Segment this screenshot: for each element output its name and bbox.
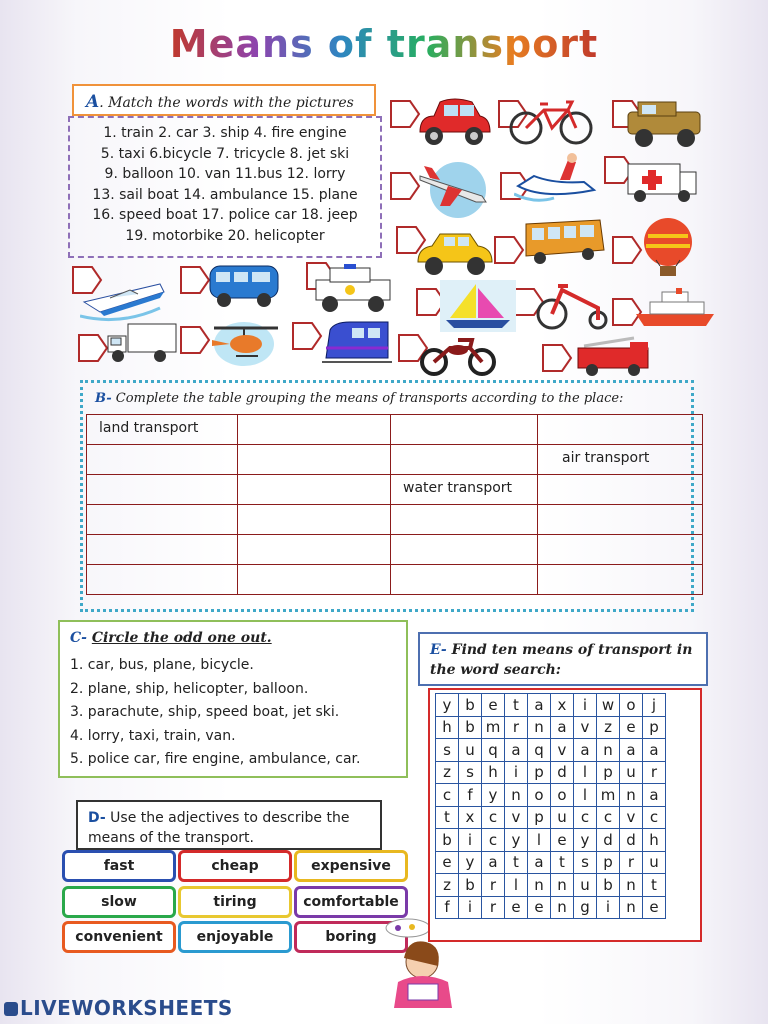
table-cell[interactable] <box>87 535 238 565</box>
fire-engine-picture <box>574 334 654 378</box>
word-search-cell[interactable]: z <box>436 874 459 897</box>
word-search-cell[interactable]: n <box>505 784 528 807</box>
word-search-cell[interactable]: m <box>597 784 620 807</box>
answer-tag-fire-engine[interactable] <box>543 345 571 371</box>
word-search-cell[interactable]: h <box>436 716 459 739</box>
word-search-cell[interactable]: z <box>436 761 459 784</box>
table-cell[interactable] <box>87 475 238 505</box>
plane-picture <box>412 156 494 218</box>
word-search-cell[interactable]: y <box>459 851 482 874</box>
list-item[interactable]: 3. parachute, ship, speed boat, jet ski. <box>70 704 340 720</box>
word-search-cell[interactable]: c <box>482 806 505 829</box>
adjective-card-slow[interactable]: slow <box>62 886 176 918</box>
word-search-row <box>436 896 666 919</box>
word-search-cell[interactable]: p <box>597 851 620 874</box>
section-a-letter: A <box>86 92 100 112</box>
section-c-instruction: Circle the odd one out. <box>91 630 272 646</box>
word-search-cell[interactable]: e <box>643 896 666 919</box>
footer-brand <box>4 996 233 1020</box>
sailboat-picture <box>440 280 516 332</box>
van-picture <box>206 262 282 312</box>
word-search-cell[interactable]: h <box>643 829 666 852</box>
word-search-cell[interactable]: t <box>505 851 528 874</box>
word-search-cell[interactable]: n <box>620 896 643 919</box>
bus-picture <box>520 216 608 266</box>
word-search-cell[interactable]: s <box>436 739 459 762</box>
ambulance-picture <box>624 158 700 204</box>
word-search-cell[interactable]: r <box>482 874 505 897</box>
word-search-cell[interactable]: o <box>528 784 551 807</box>
word-search-cell[interactable]: f <box>459 784 482 807</box>
word-search-cell[interactable]: a <box>643 739 666 762</box>
answer-tag-lorry[interactable] <box>79 335 107 361</box>
title-text: Means of transport <box>169 22 599 66</box>
word-search-cell[interactable]: t <box>436 806 459 829</box>
word-search-cell[interactable]: u <box>459 739 482 762</box>
word-search-cell[interactable]: i <box>459 896 482 919</box>
word-search-row <box>436 829 666 852</box>
brand-logo-icon <box>4 1002 18 1016</box>
word-search-cell[interactable]: s <box>574 851 597 874</box>
word-search-table <box>435 693 666 919</box>
word-search-cell[interactable]: q <box>528 739 551 762</box>
word-search-cell[interactable]: n <box>620 874 643 897</box>
word-search-cell[interactable]: w <box>597 694 620 717</box>
table-cell[interactable] <box>391 505 538 535</box>
word-search-cell[interactable]: g <box>574 896 597 919</box>
word-search-cell[interactable]: t <box>551 851 574 874</box>
answer-tag-train[interactable] <box>293 323 321 349</box>
word-search-cell[interactable]: l <box>528 829 551 852</box>
word-search-cell[interactable]: h <box>482 761 505 784</box>
table-row <box>87 505 703 535</box>
table-cell[interactable] <box>391 565 538 595</box>
word-search-row <box>436 694 666 717</box>
word-search-cell[interactable]: y <box>505 829 528 852</box>
table-cell[interactable] <box>238 535 391 565</box>
word-search-cell[interactable]: o <box>551 784 574 807</box>
ship-picture <box>632 288 718 330</box>
word-search-cell[interactable]: f <box>436 896 459 919</box>
word-search-cell[interactable]: j <box>643 694 666 717</box>
word-search-cell[interactable]: u <box>620 761 643 784</box>
table-cell[interactable] <box>87 565 238 595</box>
lorry-picture <box>104 320 180 368</box>
word-search-cell[interactable]: b <box>436 829 459 852</box>
word-search-cell[interactable]: d <box>620 829 643 852</box>
adjective-card-comfortable[interactable]: comfortable <box>294 886 408 918</box>
word-search-cell[interactable]: m <box>482 716 505 739</box>
word-search-cell[interactable]: n <box>528 716 551 739</box>
section-b-instruction: Complete the table grouping the means of transports according to the place: <box>111 391 624 406</box>
word-list-line: 1. train 2. car 3. ship 4. fire engine <box>103 125 347 141</box>
word-search-cell[interactable]: a <box>643 784 666 807</box>
word-search-cell[interactable]: c <box>482 829 505 852</box>
section-d-letter: D- <box>88 810 106 826</box>
word-search-cell[interactable]: e <box>551 829 574 852</box>
table-cell[interactable] <box>87 445 238 475</box>
word-search-row <box>436 761 666 784</box>
list-item[interactable]: 5. police car, fire engine, ambulance, car. <box>70 751 361 767</box>
section-c-header <box>70 630 272 646</box>
word-search-cell[interactable]: c <box>643 806 666 829</box>
word-list-line: 13. sail boat 14. ambulance 15. plane <box>92 186 358 203</box>
bicycle-picture <box>508 94 594 146</box>
word-search-cell[interactable]: b <box>459 874 482 897</box>
table-cell[interactable] <box>238 505 391 535</box>
word-search-cell[interactable]: r <box>505 716 528 739</box>
word-list-line: 16. speed boat 17. police car 18. jeep <box>92 207 358 223</box>
adjective-card-convenient[interactable]: convenient <box>62 921 176 953</box>
section-e-header <box>418 632 708 686</box>
answer-tag-van[interactable] <box>181 267 209 293</box>
word-search-cell[interactable]: d <box>597 829 620 852</box>
list-item[interactable]: 2. plane, ship, helicopter, balloon. <box>70 680 309 697</box>
table-row <box>87 475 703 505</box>
table-cell[interactable] <box>391 445 538 475</box>
table-row <box>87 535 703 565</box>
table-cell[interactable] <box>391 415 538 445</box>
adjective-card-cheap[interactable]: cheap <box>178 850 292 882</box>
jeep-picture <box>624 96 706 150</box>
word-search-cell[interactable]: b <box>597 874 620 897</box>
word-search-cell[interactable]: v <box>505 806 528 829</box>
speedboat-picture <box>80 268 168 324</box>
word-search-cell[interactable]: x <box>459 806 482 829</box>
word-search-row <box>436 874 666 897</box>
odd-one-out-list <box>70 654 360 772</box>
jet-ski-picture <box>514 150 598 206</box>
table-cell[interactable]: water transport <box>391 475 538 505</box>
word-search-cell[interactable]: v <box>551 739 574 762</box>
taxi-picture <box>414 226 496 280</box>
word-search-cell[interactable]: v <box>574 716 597 739</box>
word-search-cell[interactable]: a <box>620 739 643 762</box>
word-search-cell[interactable]: c <box>597 806 620 829</box>
answer-tag-bus[interactable] <box>495 237 523 263</box>
motorbike-picture <box>418 330 498 376</box>
adjective-card-expensive[interactable]: expensive <box>294 850 408 882</box>
word-search-cell[interactable]: n <box>528 874 551 897</box>
table-cell[interactable] <box>238 565 391 595</box>
word-list-line: 5. taxi 6.bicycle 7. tricycle 8. jet ski <box>100 145 350 162</box>
section-d-box <box>76 800 382 850</box>
table-row <box>87 445 703 475</box>
word-search-cell[interactable]: n <box>551 896 574 919</box>
table-cell[interactable] <box>538 565 703 595</box>
adjective-card-fast[interactable]: fast <box>62 850 176 882</box>
list-item[interactable]: 1. car, bus, plane, bicycle. <box>70 657 254 673</box>
word-search-cell[interactable]: a <box>528 694 551 717</box>
word-search-cell[interactable]: u <box>574 874 597 897</box>
word-search-cell[interactable]: e <box>620 716 643 739</box>
word-search-cell[interactable]: b <box>459 716 482 739</box>
word-search-cell[interactable]: l <box>574 784 597 807</box>
word-search-cell[interactable]: q <box>482 739 505 762</box>
section-e-instruction: Find ten means of transport in the word search: <box>430 642 693 678</box>
word-search-cell[interactable]: n <box>551 874 574 897</box>
word-search-cell[interactable]: p <box>528 761 551 784</box>
table-cell[interactable] <box>238 445 391 475</box>
table-row <box>87 565 703 595</box>
train-picture <box>320 318 394 366</box>
word-search-cell[interactable]: u <box>643 851 666 874</box>
section-c-box <box>58 620 408 778</box>
table-cell[interactable] <box>391 535 538 565</box>
word-search-cell[interactable]: x <box>551 694 574 717</box>
word-search-cell[interactable]: a <box>482 851 505 874</box>
balloon-picture <box>634 216 706 280</box>
word-search-cell[interactable]: u <box>551 806 574 829</box>
word-search-cell[interactable]: y <box>574 829 597 852</box>
word-search-row <box>436 784 666 807</box>
word-search-cell[interactable]: p <box>643 716 666 739</box>
table-row <box>87 415 703 445</box>
word-search-cell[interactable]: d <box>551 761 574 784</box>
word-search-row <box>436 716 666 739</box>
word-list-line: 9. balloon 10. van 11.bus 12. lorry <box>104 166 346 182</box>
grouping-table <box>86 414 703 595</box>
word-search-cell[interactable]: o <box>620 694 643 717</box>
table-cell[interactable] <box>538 475 703 505</box>
word-search-cell[interactable]: t <box>505 694 528 717</box>
car-picture <box>414 94 494 150</box>
table-cell[interactable] <box>538 415 703 445</box>
list-item[interactable]: 4. lorry, taxi, train, van. <box>70 727 236 744</box>
word-search-cell[interactable]: r <box>620 851 643 874</box>
word-search-cell[interactable]: p <box>597 761 620 784</box>
word-search-cell[interactable]: c <box>574 806 597 829</box>
tricycle-picture <box>532 278 612 332</box>
word-search-row <box>436 851 666 874</box>
section-e-letter: E- <box>430 642 447 658</box>
word-search-cell[interactable]: a <box>528 851 551 874</box>
table-cell[interactable] <box>87 505 238 535</box>
word-search-cell[interactable]: t <box>643 874 666 897</box>
word-search-cell[interactable]: c <box>436 784 459 807</box>
word-search-row <box>436 739 666 762</box>
word-search-cell[interactable]: y <box>482 784 505 807</box>
word-search-cell[interactable]: r <box>643 761 666 784</box>
word-search-cell[interactable]: b <box>459 694 482 717</box>
table-cell[interactable] <box>238 415 391 445</box>
adjective-card-enjoyable[interactable]: enjoyable <box>178 921 292 953</box>
word-search-cell[interactable]: n <box>597 739 620 762</box>
word-search-cell[interactable]: i <box>505 761 528 784</box>
word-search-cell[interactable]: p <box>528 806 551 829</box>
adjective-card-boring[interactable]: boring <box>294 921 408 953</box>
word-search-cell[interactable]: n <box>620 784 643 807</box>
table-cell[interactable] <box>238 475 391 505</box>
section-b-letter: B- <box>95 391 112 406</box>
section-c-letter: C- <box>70 630 87 646</box>
brand-name: LIVEWORKSHEETS <box>20 996 233 1020</box>
word-search-cell[interactable]: i <box>597 896 620 919</box>
word-search-cell[interactable]: y <box>436 694 459 717</box>
police-car-picture <box>308 262 396 316</box>
word-list-line: 19. motorbike 20. helicopter <box>125 227 325 244</box>
adjective-card-tiring[interactable]: tiring <box>178 886 292 918</box>
word-search-cell[interactable]: l <box>505 874 528 897</box>
word-search-cell[interactable]: e <box>505 896 528 919</box>
word-search-cell[interactable]: r <box>482 896 505 919</box>
word-search-cell[interactable]: e <box>482 694 505 717</box>
section-a-instruction: . Match the words with the pictures <box>99 95 354 111</box>
word-search-row <box>436 806 666 829</box>
word-search-grid <box>428 688 702 942</box>
helicopter-picture <box>204 314 286 370</box>
word-search-cell[interactable]: z <box>597 716 620 739</box>
word-search-cell[interactable]: a <box>574 739 597 762</box>
table-cell[interactable]: air transport <box>538 445 703 475</box>
word-search-cell[interactable]: l <box>574 761 597 784</box>
table-cell[interactable] <box>538 505 703 535</box>
word-search-cell[interactable]: e <box>436 851 459 874</box>
section-d-instruction: Use the adjectives to describe the means of the transport. <box>88 810 350 846</box>
word-search-cell[interactable]: e <box>528 896 551 919</box>
table-cell[interactable]: land transport <box>87 415 238 445</box>
word-search-cell[interactable]: i <box>574 694 597 717</box>
word-search-cell[interactable]: s <box>459 761 482 784</box>
word-search-cell[interactable]: a <box>505 739 528 762</box>
word-search-cell[interactable]: a <box>551 716 574 739</box>
word-search-cell[interactable]: v <box>620 806 643 829</box>
section-b-header <box>95 391 623 406</box>
word-search-cell[interactable]: i <box>459 829 482 852</box>
table-cell[interactable] <box>538 535 703 565</box>
